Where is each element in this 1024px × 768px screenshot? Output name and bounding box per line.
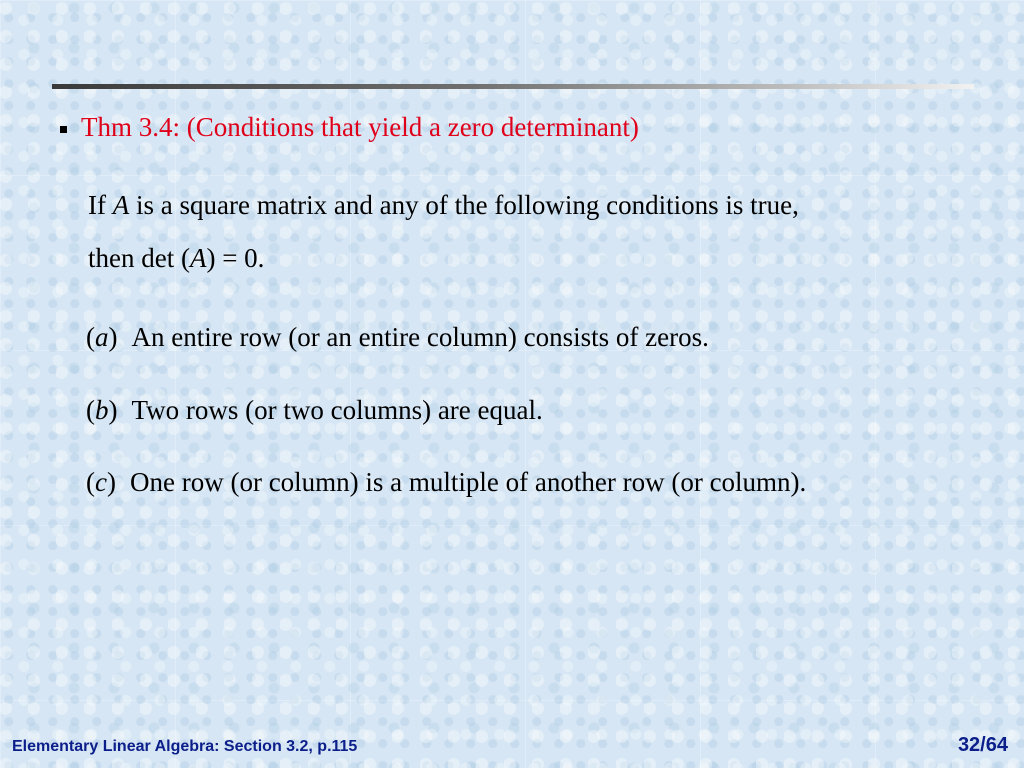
condition-label <box>86 322 118 353</box>
intro-text: is a square matrix and any of the following conditions is true, <box>129 190 799 220</box>
intro-line-1 <box>88 192 799 219</box>
condition-letter: b <box>95 395 109 425</box>
condition-label <box>86 395 118 426</box>
condition-text: An entire row (or an entire column) consists of zeros. <box>131 322 709 352</box>
paren: ( <box>86 322 95 352</box>
condition-c <box>86 467 806 498</box>
paren: ) <box>108 395 118 425</box>
intro-line-2 <box>88 245 264 272</box>
theorem-heading: Thm 3.4: (Conditions that yield a zero determinant) <box>81 112 639 142</box>
paren: ) <box>106 467 116 497</box>
condition-label <box>86 467 116 498</box>
page-number: 32/64 <box>957 734 1008 756</box>
intro-text: ) = 0. <box>206 243 265 273</box>
title-divider <box>52 84 974 89</box>
paren: ) <box>108 322 118 352</box>
square-bullet-icon <box>60 126 67 133</box>
condition-letter: a <box>95 322 109 352</box>
condition-b <box>86 395 543 426</box>
intro-text: If <box>88 190 113 220</box>
matrix-variable: A <box>189 243 207 273</box>
matrix-variable: A <box>112 190 130 220</box>
paren: ( <box>86 467 95 497</box>
condition-text: One row (or column) is a multiple of another row (or column). <box>129 467 807 497</box>
condition-letter: c <box>95 467 107 497</box>
intro-text: then det ( <box>88 243 190 273</box>
paren: ( <box>86 395 95 425</box>
theorem-heading-row <box>60 112 639 143</box>
footer-source: Elementary Linear Algebra: Section 3.2, p.115 <box>12 738 358 755</box>
condition-text: Two rows (or two columns) are equal. <box>131 395 543 425</box>
condition-a <box>86 322 709 353</box>
